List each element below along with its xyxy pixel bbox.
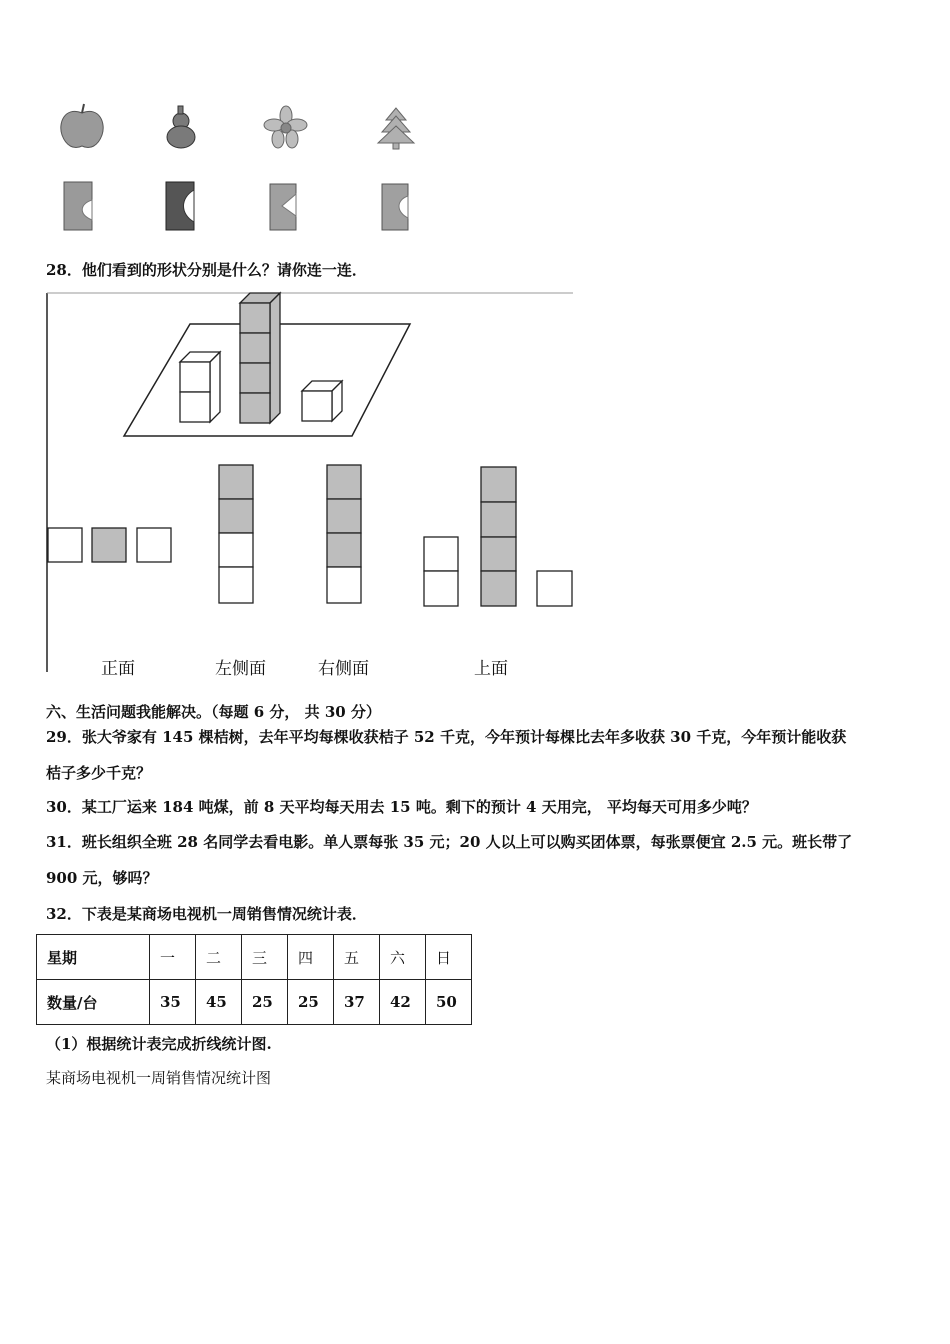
question-29-line1: 29．张大爷家有 145 棵桔树，去年平均每棵收获桔子 52 千克，今年预计每棵比去年多收获 30 千克，今年预计能收获 <box>46 728 847 746</box>
question-30: 30．某工厂运来 184 吨煤，前 8 天平均每天用去 15 吨。剩下的预计 4 天用完， 平均每天可用多少吨？ <box>46 798 757 816</box>
table-day: 三 <box>242 935 288 980</box>
question-31-line1: 31．班长组织全班 28 名同学去看电影。单人票每张 35 元；20 人以上可以购买团体票，每张票便宜 2.5 元。班长带了 <box>46 833 853 851</box>
question-31-line2: 900 元，够吗？ <box>46 869 158 887</box>
table-day: 日 <box>426 935 472 980</box>
table-value: 45 <box>196 980 242 1025</box>
cube-stack-right <box>302 381 342 421</box>
view-label-left-side: 左侧面 <box>215 659 266 679</box>
table-value: 50 <box>426 980 472 1025</box>
table-day: 四 <box>288 935 334 980</box>
question-32: 32．下表是某商场电视机一周销售情况统计表． <box>46 905 367 923</box>
chart-title: 某商场电视机一周销售情况统计图 <box>46 1069 272 1087</box>
table-value: 35 <box>150 980 196 1025</box>
view-option-right-side <box>327 465 361 603</box>
table-day: 一 <box>150 935 196 980</box>
table-day: 五 <box>334 935 380 980</box>
question-32-sub1: （1）根据统计表完成折线统计图. <box>46 1035 272 1053</box>
table-row <box>37 935 472 980</box>
table-header-quantity: 数量/台 <box>37 980 150 1025</box>
view-option-left-side <box>219 465 253 603</box>
table-day: 六 <box>380 935 426 980</box>
table-value: 25 <box>288 980 334 1025</box>
view-label-front: 正面 <box>101 659 135 679</box>
table-header-weekday: 星期 <box>37 935 150 980</box>
view-label-top: 上面 <box>474 659 508 679</box>
section-6-title: 六、生活问题我能解决。（每题 6 分， 共 30 分） <box>46 703 381 721</box>
table-value: 25 <box>242 980 288 1025</box>
question-28: 28．他们看到的形状分别是什么？请你连一连． <box>46 261 367 279</box>
view-label-right-side: 右侧面 <box>318 659 369 679</box>
cube-stack-left <box>180 352 220 422</box>
view-option-front <box>48 528 171 562</box>
cube-stack-middle <box>240 293 280 423</box>
view-option-top <box>424 467 572 606</box>
table-day: 二 <box>196 935 242 980</box>
table-row <box>37 980 472 1025</box>
question-29-line2: 桔子多少千克？ <box>46 764 152 782</box>
table-value: 42 <box>380 980 426 1025</box>
table-value: 37 <box>334 980 380 1025</box>
sales-table <box>36 934 472 1025</box>
